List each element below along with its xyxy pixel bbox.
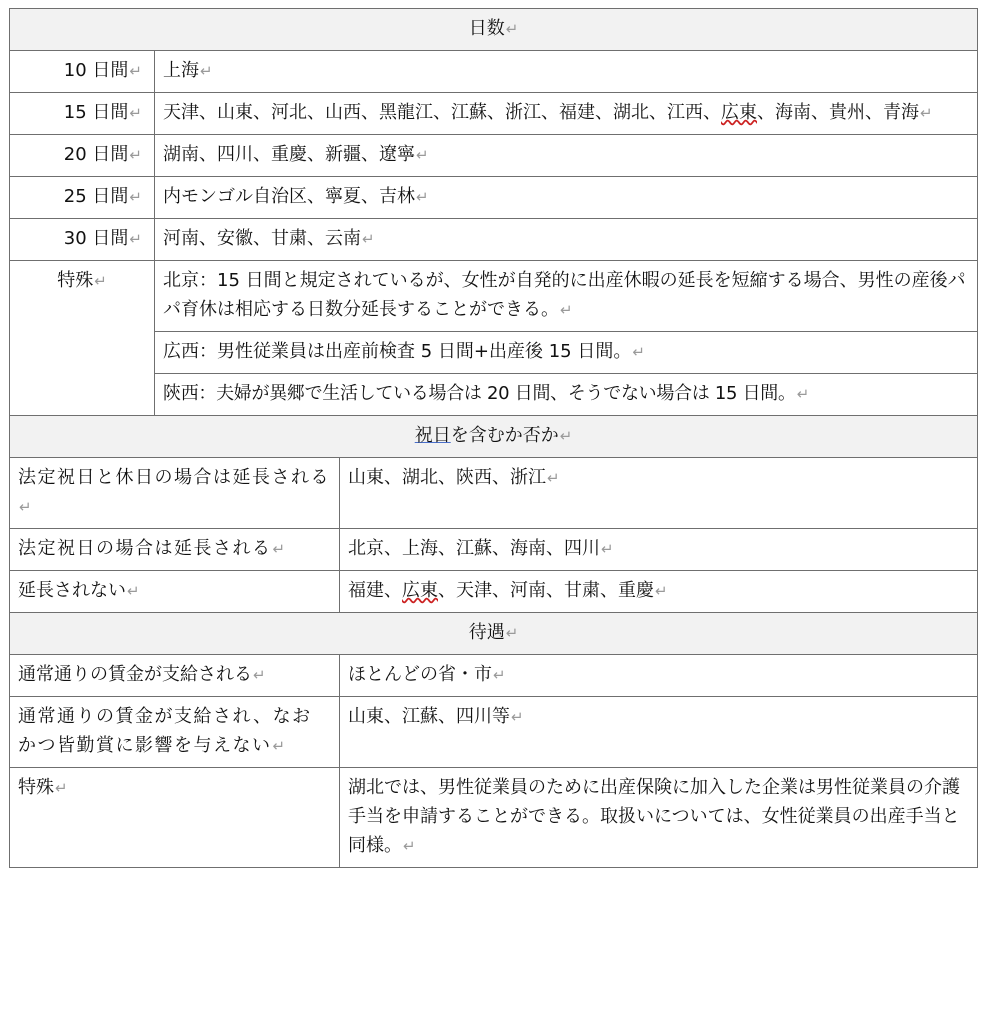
regions-cell (155, 51, 978, 93)
cell-text: 内モンゴル自治区、寧夏、吉林 (163, 186, 415, 207)
cell-text: 天津、山東、河北、山西、黑龍江、江蘇、浙江、福建、湖北、江西、 (163, 102, 721, 123)
cell-text: 延長されない (18, 580, 126, 601)
cell-text: 、天津、河南、甘粛、重慶 (438, 580, 654, 601)
table-row (10, 697, 978, 768)
paragraph-mark-icon: ↵ (632, 343, 645, 361)
cell-text: 、海南、貴州、青海 (757, 102, 919, 123)
special-item-shaanxi (155, 374, 978, 416)
cell-text: 山東、江蘇、四川等 (348, 706, 510, 727)
cell-text: 通常通りの賃金が支給される (18, 664, 252, 685)
holiday-and-pay-table (9, 416, 978, 868)
cell-text: 法定祝日と休日の場合は延長される (18, 467, 330, 488)
pay-header (10, 613, 978, 655)
paragraph-mark-icon: ↵ (129, 62, 142, 80)
regions-cell (340, 655, 978, 697)
condition-cell (10, 655, 340, 697)
days-cell (10, 51, 155, 93)
paragraph-mark-icon: ↵ (403, 837, 416, 855)
table-row (10, 374, 978, 416)
regions-cell (340, 571, 978, 613)
paragraph-mark-icon: ↵ (655, 582, 668, 600)
paragraph-mark-icon: ↵ (129, 104, 142, 122)
condition-cell (10, 697, 340, 768)
table-row (10, 458, 978, 529)
days-cell (10, 219, 155, 261)
paragraph-mark-icon: ↵ (94, 272, 107, 290)
paragraph-mark-icon: ↵ (920, 104, 933, 122)
regions-cell (155, 177, 978, 219)
cell-text: 山東、湖北、陝西、浙江 (348, 467, 546, 488)
table-row (10, 135, 978, 177)
table-row (10, 93, 978, 135)
condition-cell (10, 458, 340, 529)
special-item-guangxi (155, 332, 978, 374)
cell-text: 北京：15 日間と規定されているが、女性が自発的に出産休暇の延長を短縮する場合、男性の産後パパ育休は相応する日数分延長することができる。 (163, 270, 966, 320)
paragraph-mark-icon: ↵ (127, 582, 140, 600)
cell-text: 陝西：夫婦が異郷で生活している場合は 20 日間、そうでない場合は 15 日間。 (163, 383, 796, 404)
cell-text: 特殊 (18, 777, 54, 798)
paragraph-mark-icon: ↵ (796, 385, 809, 403)
days-header (10, 9, 978, 51)
days-table (9, 8, 978, 416)
paragraph-mark-icon: ↵ (362, 230, 375, 248)
cell-text: 広西：男性従業員は出産前検査 5 日間+出産後 15 日間。 (163, 341, 632, 362)
cell-text: 20 日間 (63, 144, 129, 165)
regions-cell (340, 768, 978, 868)
regions-cell (155, 93, 978, 135)
cell-text: 湖北では、男性従業員のために出産保険に加入した企業は男性従業員の介護手当を申請することができる。取扱いについては、女性従業員の出産手当と同様。 (348, 777, 960, 856)
paragraph-mark-icon: ↵ (493, 666, 506, 684)
paragraph-mark-icon: ↵ (19, 498, 34, 516)
days-cell (10, 135, 155, 177)
cell-text: 待遇 (468, 622, 505, 643)
paragraph-mark-icon: ↵ (560, 301, 573, 319)
days-header-row (10, 9, 978, 51)
special-label-cell (10, 261, 155, 416)
special-item-beijing (155, 261, 978, 332)
paragraph-mark-icon: ↵ (547, 469, 560, 487)
cell-text: 北京、上海、江蘇、海南、四川 (348, 538, 600, 559)
table-row (10, 768, 978, 868)
holiday-header-row (10, 416, 978, 458)
table-row (10, 219, 978, 261)
days-cell (10, 93, 155, 135)
paragraph-mark-icon: ↵ (559, 427, 573, 445)
cell-text: 福建、 (348, 580, 402, 601)
paragraph-mark-icon: ↵ (416, 146, 429, 164)
regions-cell (340, 529, 978, 571)
cell-text: 特殊 (57, 270, 94, 291)
paragraph-mark-icon: ↵ (129, 230, 142, 248)
cell-text: 通常通りの賃金が支給され、なおかつ皆勤賞に影響を与えない (18, 706, 312, 756)
table-row (10, 51, 978, 93)
cell-text: 湖南、四川、重慶、新疆、遼寧 (163, 144, 415, 165)
paragraph-mark-icon: ↵ (416, 188, 429, 206)
regions-cell (155, 219, 978, 261)
table-row (10, 332, 978, 374)
cell-text: 10 日間 (63, 60, 129, 81)
paragraph-mark-icon: ↵ (253, 666, 266, 684)
days-cell (10, 177, 155, 219)
cell-text: ほとんどの省・市 (348, 664, 492, 685)
paragraph-mark-icon: ↵ (129, 146, 142, 164)
table-row (10, 655, 978, 697)
condition-cell (10, 529, 340, 571)
condition-cell (10, 768, 340, 868)
paragraph-mark-icon: ↵ (511, 708, 524, 726)
paragraph-mark-icon: ↵ (200, 62, 213, 80)
regions-cell (155, 135, 978, 177)
paragraph-mark-icon: ↵ (505, 624, 519, 642)
paragraph-mark-icon: ↵ (272, 540, 287, 558)
leave-table-document (9, 8, 977, 868)
cell-text: 25 日間 (63, 186, 129, 207)
paragraph-mark-icon: ↵ (129, 188, 142, 206)
cell-text: 日数 (468, 18, 505, 39)
paragraph-mark-icon: ↵ (601, 540, 614, 558)
cell-text: 祝日 (414, 425, 451, 446)
table-row (10, 571, 978, 613)
cell-text: 法定祝日の場合は延長される (18, 538, 272, 559)
condition-cell (10, 571, 340, 613)
regions-cell (340, 458, 978, 529)
holiday-header (10, 416, 978, 458)
table-row (10, 177, 978, 219)
table-row (10, 261, 978, 332)
cell-text: 河南、安徽、甘粛、云南 (163, 228, 361, 249)
cell-text: を含むか否か (450, 425, 559, 446)
regions-cell (340, 697, 978, 768)
cell-text: 15 日間 (63, 102, 129, 123)
spellcheck-word: 広東 (402, 580, 438, 601)
spellcheck-word: 広東 (721, 102, 757, 123)
paragraph-mark-icon: ↵ (55, 779, 68, 797)
paragraph-mark-icon: ↵ (272, 737, 287, 755)
pay-header-row (10, 613, 978, 655)
table-row (10, 529, 978, 571)
cell-text: 30 日間 (63, 228, 129, 249)
cell-text: 上海 (163, 60, 199, 81)
paragraph-mark-icon: ↵ (505, 20, 519, 38)
